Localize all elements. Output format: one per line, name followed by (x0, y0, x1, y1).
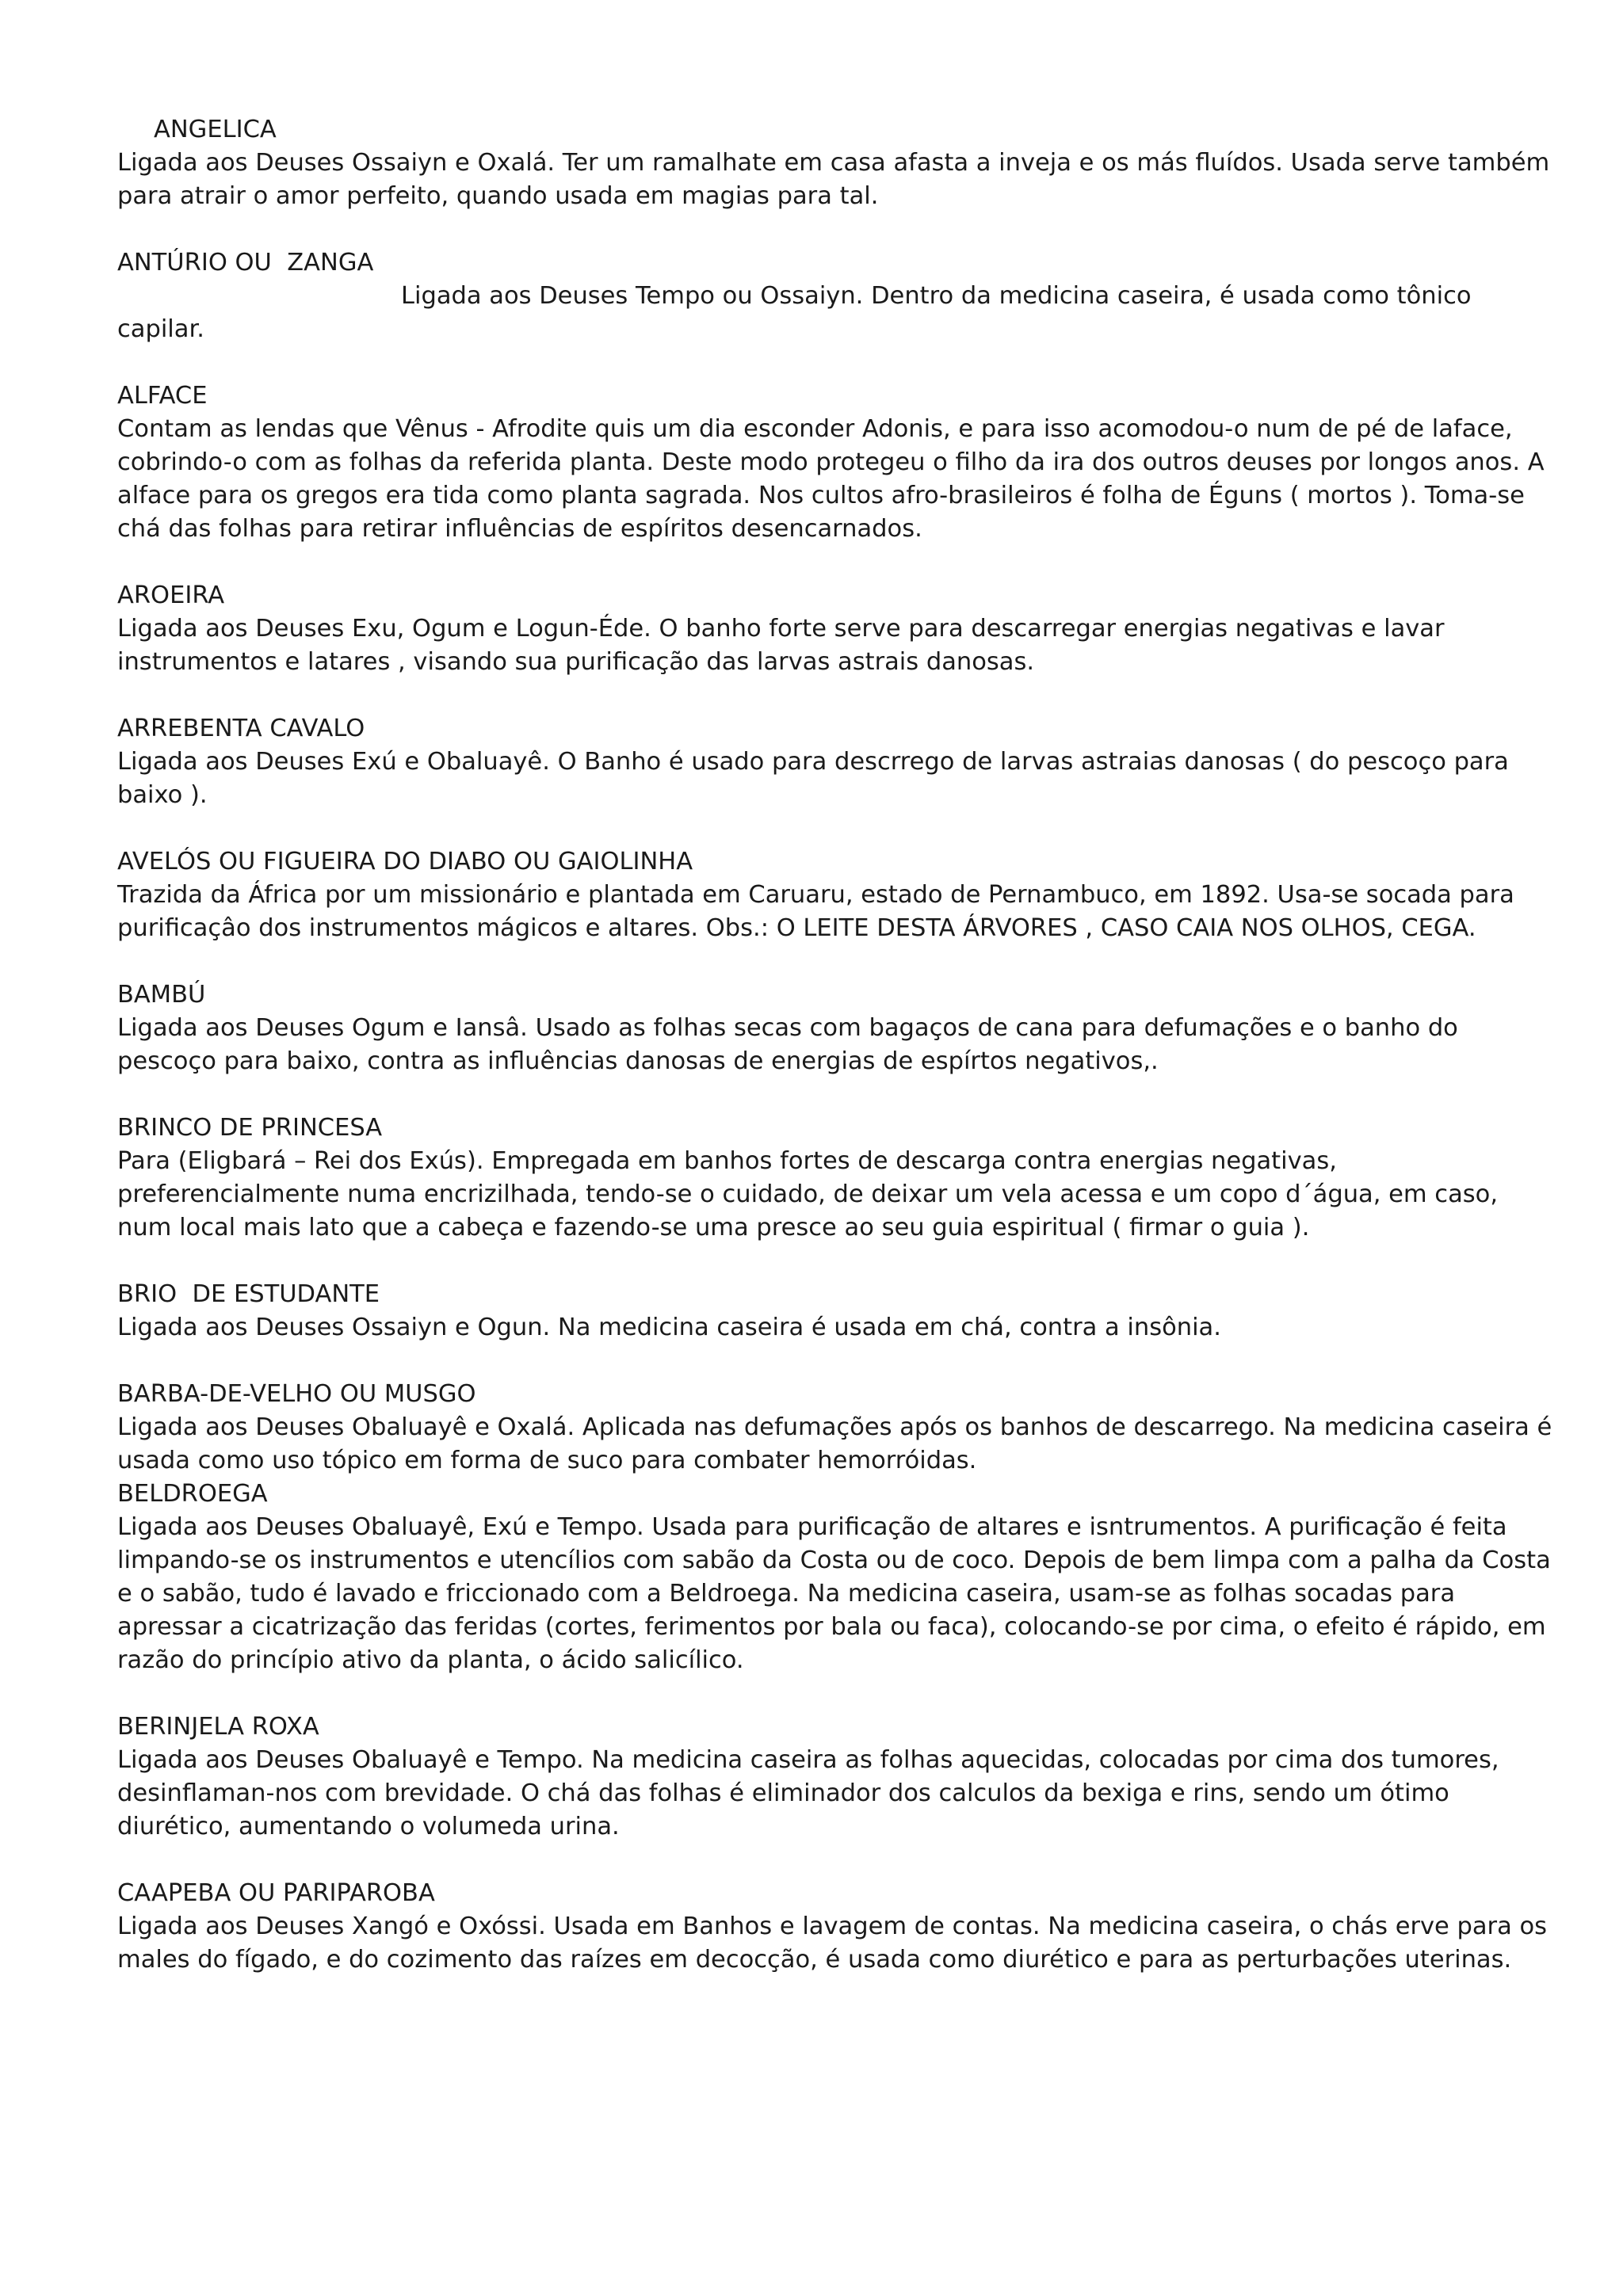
entry-text: Trazida da África por um missionário e plantada em Caruaru, estado de Pernambuco, em 1892. Usa-se socada para purificaçâo dos instrumentos mágicos e altares. Obs.: O LEITE DESTA ÁRVORES , CASO CAIA NOS OLHOS, CEGA. (117, 881, 1514, 942)
entry-title: BAMBÚ (117, 981, 206, 1009)
entry-text: Ligada aos Deuses Ossaiyn e Ogun. Na medicina caseira é usada em chá, contra a insônia. (117, 1314, 1221, 1341)
entry-text: Ligada aos Deuses Exu, Ogum e Logun-Éde. O banho forte serve para descarregar energias negativas e lavar instrumentos e latares , visando sua purificação das larvas astrais danosas. (117, 615, 1445, 676)
entry-berinjela-roxa (117, 1711, 1560, 1844)
entry-text: Ligada aos Deuses Obaluayê, Exú e Tempo. Usada para purificação de altares e isntrumentos. A purificação é feita limpando-se os instrumentos e utencílios com sabão da Costa ou de coco. Depois de bem limpa com a palha da Costa e o sabão, tudo é lavado e friccionado com a Beldroega. Na medicina caseira, usam-se as folhas socadas para apressar a cicatrização das feridas (cortes, ferimentos por bala ou faca), colocando-se por cima, o efeito é rápido, em razão do princípio ativo da planta, o ácido salicílico. (117, 1513, 1551, 1674)
entry-title: AVELÓS OU FIGUEIRA DO DIABO OU GAIOLINHA (117, 848, 693, 875)
entry-title: BARBA-DE-VELHO OU MUSGO (117, 1380, 476, 1408)
entry-title: ANTÚRIO OU ZANGA (117, 249, 374, 277)
entry-bambu (117, 978, 1560, 1078)
entry-text: Ligada aos Deuses Exú e Obaluayê. O Banho é usado para descrrego de larvas astraias danosas ( do pescoço para baixo ). (117, 748, 1509, 809)
entry-text: Ligada aos Deuses Xangó e Oxóssi. Usada em Banhos e lavagem de contas. Na medicina caseira, o chás erve para os males do fígado, e do cozimento das raízes em decocção, é usada como diurético e para as perturbações uterinas. (117, 1913, 1548, 1974)
entry-anturio (117, 246, 1560, 346)
document-page (117, 113, 1560, 2010)
entry-title: BRIO DE ESTUDANTE (117, 1280, 380, 1308)
entry-title: BELDROEGA (117, 1480, 268, 1508)
entry-caapeba (117, 1877, 1560, 1977)
entry-title: ANGELICA (154, 116, 277, 143)
entry-aroeira (117, 579, 1560, 679)
entry-avelos (117, 845, 1560, 945)
entry-text: Contam as lendas que Vênus - Afrodite quis um dia esconder Adonis, e para isso acomodou-o num de pé de laface, cobrindo-o com as folhas da referida planta. Deste modo protegeu o filho da ira dos outros deuses por longos anos. A alface para os gregos era tida como planta sagrada. Nos cultos afro-brasileiros é folha de Éguns ( mortos ). Toma-se chá das folhas para retirar influências de espíritos desencarnados. (117, 415, 1545, 543)
entry-angelica (117, 113, 1560, 213)
entry-arrebenta-cavalo (117, 712, 1560, 812)
entry-text: Para (Eligbará – Rei dos Exús). Empregada em banhos fortes de descarga contra energias negativas, preferencialmente numa encrizilhada, tendo-se o cuidado, de deixar um vela acessa e um copo d´água, em caso, num local mais lato que a cabeça e fazendo-se uma presce ao seu guia espiritual ( firmar o guia ). (117, 1147, 1499, 1241)
entry-title: AROEIRA (117, 582, 225, 609)
entry-alface (117, 379, 1560, 546)
entry-text: Ligada aos Deuses Ogum e Iansâ. Usado as folhas secas com bagaços de cana para defumações e o banho do pescoço para baixo, contra as influências danosas de energias de espírtos negativos,. (117, 1014, 1458, 1075)
entry-text: Ligada aos Deuses Obaluayê e Tempo. Na medicina caseira as folhas aquecidas, colocadas por cima dos tumores, desinflaman-nos com brevidade. O chá das folhas é eliminador dos calculos da bexiga e rins, sendo um ótimo diurético, aumentando o volumeda urina. (117, 1746, 1499, 1840)
entry-text: Ligada aos Deuses Obaluayê e Oxalá. Aplicada nas defumações após os banhos de descarrego. Na medicina caseira é usada como uso tópico em forma de suco para combater hemorróidas. (117, 1413, 1552, 1474)
entry-title: CAAPEBA OU PARIPAROBA (117, 1879, 435, 1907)
entry-text: Ligada aos Deuses Ossaiyn e Oxalá. Ter um ramalhate em casa afasta a inveja e os más fluídos. Usada serve também para atrair o amor perfeito, quando usada em magias para tal. (117, 149, 1550, 210)
entry-brio-de-estudante (117, 1278, 1560, 1344)
entry-title: BERINJELA ROXA (117, 1713, 319, 1741)
entry-text: Ligada aos Deuses Tempo ou Ossaiyn. Dentro da medicina caseira, é usada como tônico capilar. (117, 282, 1472, 343)
entry-title: ARREBENTA CAVALO (117, 715, 365, 742)
entry-title: BRINCO DE PRINCESA (117, 1114, 383, 1142)
entry-brinco-de-princesa (117, 1112, 1560, 1245)
entry-beldroega (117, 1478, 1560, 1677)
entry-title: ALFACE (117, 382, 208, 410)
entry-barba-de-velho (117, 1378, 1560, 1478)
